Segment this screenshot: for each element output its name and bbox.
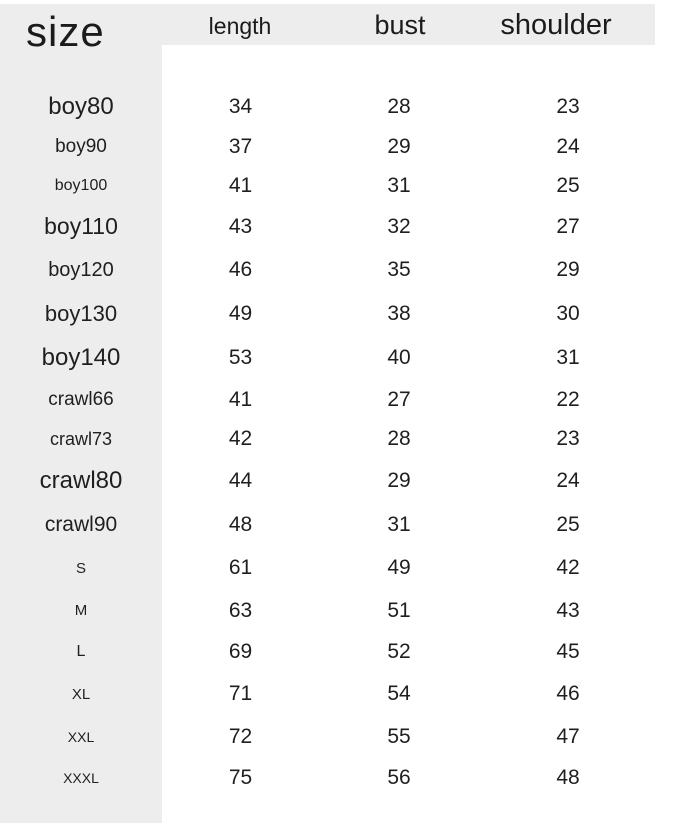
shoulder-value: 45 [556,639,580,663]
table-row [0,631,657,672]
bust-value: 29 [387,134,411,158]
table-row [0,380,657,420]
length-value: 63 [228,598,253,622]
shoulder-value: 46 [556,682,580,705]
shoulder-value: 31 [556,345,580,369]
size-label: boy140 [41,343,121,371]
table-row [0,716,657,758]
length-value: 72 [228,725,253,748]
shoulder-value: 23 [556,427,580,450]
bust-value: 52 [387,639,411,663]
length-value: 42 [228,427,253,450]
table-row [0,503,657,546]
shoulder-value: 42 [556,556,580,579]
bust-value: 38 [387,301,411,325]
header-size: size [26,8,105,55]
table-row [0,758,657,798]
table-row [0,248,657,292]
size-label: L [76,642,86,660]
shoulder-value: 27 [556,214,580,238]
shoulder-value: 43 [556,598,580,622]
size-label: crawl90 [44,512,118,536]
shoulder-value: 30 [556,301,580,325]
shoulder-value: 48 [556,766,580,789]
length-value: 48 [228,512,253,536]
shoulder-value: 25 [556,173,580,197]
size-label: boy100 [54,176,108,194]
shoulder-value: 47 [556,725,580,748]
size-label: boy120 [48,258,114,281]
shoulder-value: 29 [556,258,580,281]
header-length: length [208,13,272,39]
table-row [0,335,657,380]
table-row [0,86,657,127]
size-label: boy90 [55,135,107,157]
bust-value: 40 [387,345,411,369]
length-value: 44 [228,468,253,492]
bust-value: 31 [387,173,411,197]
bust-value: 49 [387,556,411,579]
length-value: 34 [228,94,253,118]
shoulder-value: 25 [556,512,580,536]
bust-value: 28 [387,94,411,118]
length-value: 53 [228,345,253,369]
table-row [0,458,657,503]
bust-value: 56 [387,766,411,789]
length-value: 75 [228,766,253,789]
table-row [0,205,657,248]
table-body [0,86,657,798]
table-row [0,166,657,205]
bust-value: 32 [387,214,411,238]
size-label: boy130 [44,300,118,326]
table-row [0,672,657,716]
length-value: 41 [228,388,253,411]
table-row [0,546,657,590]
shoulder-value: 24 [556,468,580,492]
bust-value: 51 [387,598,411,622]
shoulder-value: 24 [556,134,580,158]
bust-value: 31 [387,512,411,536]
table-row [0,127,657,166]
table-row [0,292,657,335]
header-bust: bust [374,10,426,40]
length-value: 37 [228,134,253,158]
length-value: 46 [228,258,253,281]
length-value: 61 [228,556,253,579]
bust-value: 35 [387,258,411,281]
size-label: M [74,602,88,619]
bust-value: 55 [387,725,411,748]
length-value: 49 [228,301,253,325]
size-label: XXL [67,729,95,745]
bust-value: 29 [387,468,411,492]
shoulder-value: 22 [556,388,580,411]
bust-value: 27 [387,388,411,411]
table-row [0,590,657,631]
shoulder-value: 23 [556,94,580,118]
length-value: 43 [228,214,253,238]
bust-value: 54 [387,682,411,705]
bust-value: 28 [387,427,411,450]
length-value: 71 [228,682,253,705]
length-value: 69 [228,639,253,663]
length-value: 41 [228,173,253,197]
size-label: XL [71,685,91,703]
size-label: S [75,559,86,577]
size-label: boy80 [48,92,114,120]
size-label: boy110 [44,213,118,239]
size-label: crawl80 [39,466,123,494]
size-label: crawl73 [49,428,113,449]
size-label: crawl66 [48,389,114,410]
table-row [0,420,657,458]
size-label: XXXL [63,770,99,786]
header-shoulder: shoulder [500,9,612,41]
